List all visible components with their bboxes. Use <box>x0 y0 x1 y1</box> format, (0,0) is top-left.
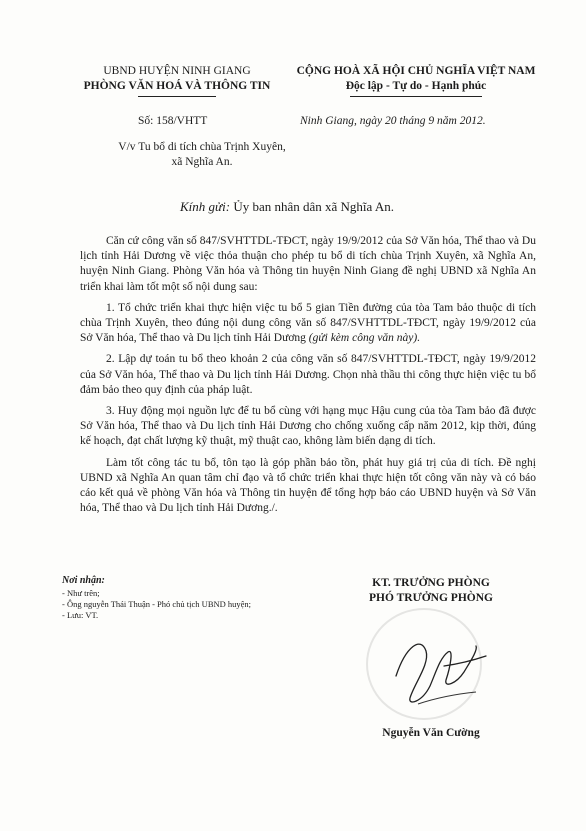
item-1-note: (gửi kèm công văn này). <box>308 332 421 345</box>
national-motto: Độc lập - Tự do - Hạnh phúc <box>345 80 487 92</box>
subject-line-2: xã Nghĩa An. <box>171 156 233 168</box>
signature-block <box>326 576 536 741</box>
salutation: Kính gửi: <box>180 199 231 214</box>
national-header <box>278 64 554 97</box>
subject-line-1: V/v Tu bổ di tích chùa Trịnh Xuyên, <box>118 141 286 153</box>
signer-authority: KT. TRƯỞNG PHÒNG <box>372 577 490 589</box>
item-1-paragraph <box>80 301 536 347</box>
handwritten-signature-icon <box>326 606 536 726</box>
motto-underline <box>350 96 482 97</box>
nation-title: CỘNG HOÀ XÃ HỘI CHỦ NGHĨA VIỆT NAM <box>296 65 536 77</box>
signature-area <box>326 606 536 726</box>
agency-underline <box>138 96 216 97</box>
signer-name: Nguyễn Văn Cường <box>382 727 480 739</box>
recipient-item: - Ông nguyễn Thái Thuận - Phó chủ tịch UBND huyện; <box>62 599 252 609</box>
issuing-agency-header <box>72 64 282 97</box>
item-1-text: 1. Tổ chức triển khai thực hiện việc tu bổ 5 gian Tiền đường của tòa Tam bảo thuộc di tích chùa Trịnh Xuyên, theo đúng nội dung công văn số 847/SVHTTDL-TĐCT, ngày 19/9/2012 của Sở Văn hóa, Thể thao và Du lịch tỉnh Hải Dương <box>80 301 536 345</box>
closing-paragraph: Làm tốt công tác tu bổ, tôn tạo là góp phần bảo tồn, phát huy giá trị của di tích. Đề nghị UBND xã Nghĩa An quan tâm chỉ đạo và tổ chức triển khai thực hiện tốt công văn này và có báo cáo kết quả về phòng Văn hóa và Thông tin huyện để tổng hợp báo cáo UBND huyện và Sở Văn hóa, Thể thao và Du lịch tỉnh Hải Dương./. <box>80 456 536 515</box>
signer-role: PHÓ TRƯỞNG PHÒNG <box>369 592 493 604</box>
date-line: Ninh Giang, ngày 20 tháng 9 năm 2012. <box>300 115 486 127</box>
recipients-list <box>62 575 322 621</box>
document-subject <box>92 140 312 170</box>
recipient-item: - Như trên; <box>62 588 100 598</box>
addressee: Ủy ban nhân dân xã Nghĩa An. <box>233 199 394 214</box>
recipients-title: Nơi nhận: <box>62 575 105 586</box>
recipient-line <box>180 199 394 215</box>
document-number: Số: 158/VHTT <box>138 115 208 127</box>
intro-paragraph: Căn cứ công văn số 847/SVHTTDL-TĐCT, ngày 19/9/2012 của Sở Văn hóa, Thể thao và Du lịch tỉnh Hải Dương về việc thỏa thuận cho phép tu bổ di tích chùa Trịnh Xuyên, xã Nghĩa An, huyện Ninh Giang. Phòng Văn hóa và Thông tin huyện Ninh Giang đề nghị UBND xã Nghĩa An triển khai làm tốt một số nội dung sau: <box>80 235 536 293</box>
item-3-paragraph: 3. Huy động mọi nguồn lực để tu bổ cùng với hạng mục Hậu cung của tòa Tam bảo đã được Sở Văn hóa, Thể thao và Du lịch tỉnh Hải Dương cho chống xuống cấp năm 2012, kịp thời, đúng kế hoạch, đạt chất lượng kỹ thuật, mỹ thuật cao, không làm biến dạng di tích. <box>80 405 536 448</box>
item-2-paragraph: 2. Lập dự toán tu bổ theo khoản 2 của công văn số 847/SVHTTDL-TĐCT, ngày 19/9/2012 của Sở Văn hóa, Thể thao và Du lịch tỉnh Hải Dương. Chọn nhà thầu thi công thực hiện việc tu bổ đảm bảo theo quy định của pháp luật. <box>80 353 536 396</box>
agency-name: PHÒNG VĂN HOÁ VÀ THÔNG TIN <box>83 80 271 92</box>
document-body <box>80 234 536 522</box>
recipient-item: - Lưu: VT. <box>62 610 99 620</box>
agency-parent: UBND HUYỆN NINH GIANG <box>103 65 251 77</box>
